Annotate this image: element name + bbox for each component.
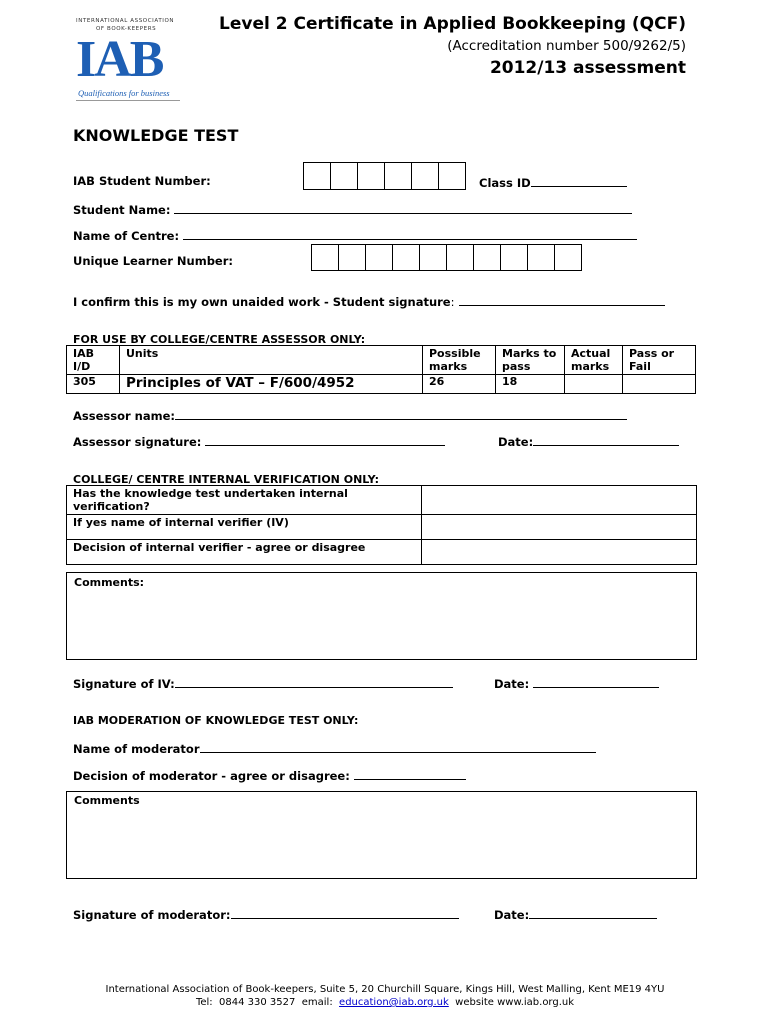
assessor-table — [66, 345, 696, 394]
verification-q2: If yes name of internal verifier (IV) — [67, 515, 422, 540]
logo-org-top: INTERNATIONAL ASSOCIATION — [76, 18, 175, 24]
footer-address: International Association of Book-keepers, Suite 5, 20 Churchill Square, Kings Hill, West Malling, Kent ME19 4YU — [105, 984, 665, 995]
page-title: Level 2 Certificate in Applied Bookkeeping (QCF) — [219, 14, 686, 34]
cell-pass: 18 — [496, 375, 565, 394]
student-signature-field[interactable] — [73, 293, 665, 309]
digit-box[interactable] — [438, 162, 466, 190]
moderator-name-label: Name of moderator — [73, 742, 200, 756]
col-possible: Possible marks — [423, 346, 496, 375]
class-id-label: Class ID — [479, 176, 531, 190]
digit-box[interactable] — [311, 244, 339, 271]
digit-box[interactable] — [554, 244, 582, 271]
assessor-name-field[interactable] — [73, 407, 627, 423]
test-title: KNOWLEDGE TEST — [73, 126, 239, 145]
cell-iab-id: 305 — [67, 375, 120, 394]
assessor-signature-field[interactable] — [73, 433, 445, 449]
digit-box[interactable] — [338, 244, 366, 271]
assessment-year: 2012/13 assessment — [489, 58, 686, 78]
student-name-field[interactable] — [73, 201, 632, 217]
cell-actual[interactable] — [565, 375, 623, 394]
uln-label: Unique Learner Number: — [73, 254, 234, 268]
digit-box[interactable] — [330, 162, 358, 190]
moderator-signature-label: Signature of moderator: — [73, 908, 231, 922]
digit-box[interactable] — [473, 244, 501, 271]
moderator-date-field[interactable] — [494, 906, 657, 922]
digit-box[interactable] — [365, 244, 393, 271]
moderator-signature-field[interactable] — [73, 906, 459, 922]
digit-box[interactable] — [411, 162, 439, 190]
accreditation-number: (Accreditation number 500/9262/5) — [447, 38, 686, 54]
col-actual: Actual marks — [565, 346, 623, 375]
moderator-date-label: Date: — [494, 908, 530, 922]
digit-box[interactable] — [419, 244, 447, 271]
col-result: Pass or Fail — [623, 346, 696, 375]
digit-box[interactable] — [527, 244, 555, 271]
digit-box[interactable] — [303, 162, 331, 190]
logo-tagline: Qualifications for business — [78, 88, 170, 98]
student-name-label: Student Name: — [73, 203, 171, 217]
moderator-decision-field[interactable] — [73, 767, 466, 783]
digit-box[interactable] — [357, 162, 385, 190]
verification-table — [66, 485, 697, 565]
iv-comments-label: Comments: — [74, 576, 145, 589]
assessor-heading: FOR USE BY COLLEGE/CENTRE ASSESSOR ONLY: — [73, 333, 366, 346]
iv-comments-box[interactable] — [66, 572, 697, 660]
cell-result[interactable] — [623, 375, 696, 394]
assessor-signature-label: Assessor signature: — [73, 435, 202, 449]
moderation-heading: IAB MODERATION OF KNOWLEDGE TEST ONLY: — [73, 714, 359, 727]
col-pass: Marks to pass — [496, 346, 565, 375]
assessor-date-field[interactable] — [498, 433, 679, 449]
colon: : — [450, 295, 455, 309]
verification-q1: Has the knowledge test undertaken internal verification? — [67, 486, 422, 515]
footer-email-link[interactable]: education@iab.org.uk — [339, 997, 449, 1008]
assessor-date-label: Date: — [498, 435, 534, 449]
digit-box[interactable] — [392, 244, 420, 271]
student-number-boxes[interactable] — [304, 162, 466, 190]
moderator-name-field[interactable] — [73, 740, 596, 756]
col-iab-id: IAB I/D — [67, 346, 120, 375]
moderator-decision-label: Decision of moderator - agree or disagree: — [73, 769, 350, 783]
class-id-field[interactable] — [479, 174, 627, 190]
iv-date-field[interactable] — [494, 675, 659, 691]
col-units: Units — [120, 346, 423, 375]
student-number-label: IAB Student Number: — [73, 174, 211, 188]
moderator-comments-box[interactable] — [66, 791, 697, 879]
digit-box[interactable] — [500, 244, 528, 271]
footer-contact — [0, 997, 770, 1008]
logo-letters: IAB — [76, 31, 163, 88]
logo-divider — [76, 100, 180, 101]
footer-tel: Tel: 0844 330 3527 email: — [195, 997, 340, 1008]
uln-boxes[interactable] — [312, 244, 582, 271]
centre-name-label: Name of Centre: — [73, 229, 180, 243]
logo-org-bottom: OF BOOK-KEEPERS — [96, 26, 157, 32]
iv-signature-label: Signature of IV: — [73, 677, 175, 691]
verification-a1[interactable] — [422, 486, 697, 515]
iab-logo — [74, 18, 184, 102]
assessor-name-label: Assessor name: — [73, 409, 175, 423]
cell-units: Principles of VAT – F/600/4952 — [120, 375, 423, 394]
footer-website: website www.iab.org.uk — [448, 997, 575, 1008]
moderator-comments-label: Comments — [74, 794, 140, 807]
verification-a2[interactable] — [422, 515, 697, 540]
verification-q3: Decision of internal verifier - agree or disagree — [67, 540, 422, 565]
verification-a3[interactable] — [422, 540, 697, 565]
centre-name-field[interactable] — [73, 227, 637, 243]
digit-box[interactable] — [446, 244, 474, 271]
verification-heading: COLLEGE/ CENTRE INTERNAL VERIFICATION ONLY: — [73, 473, 379, 486]
iv-signature-field[interactable] — [73, 675, 453, 691]
student-signature-label: I confirm this is my own unaided work - Student signature — [73, 295, 451, 309]
cell-possible: 26 — [423, 375, 496, 394]
digit-box[interactable] — [384, 162, 412, 190]
iv-date-label: Date: — [494, 677, 530, 691]
